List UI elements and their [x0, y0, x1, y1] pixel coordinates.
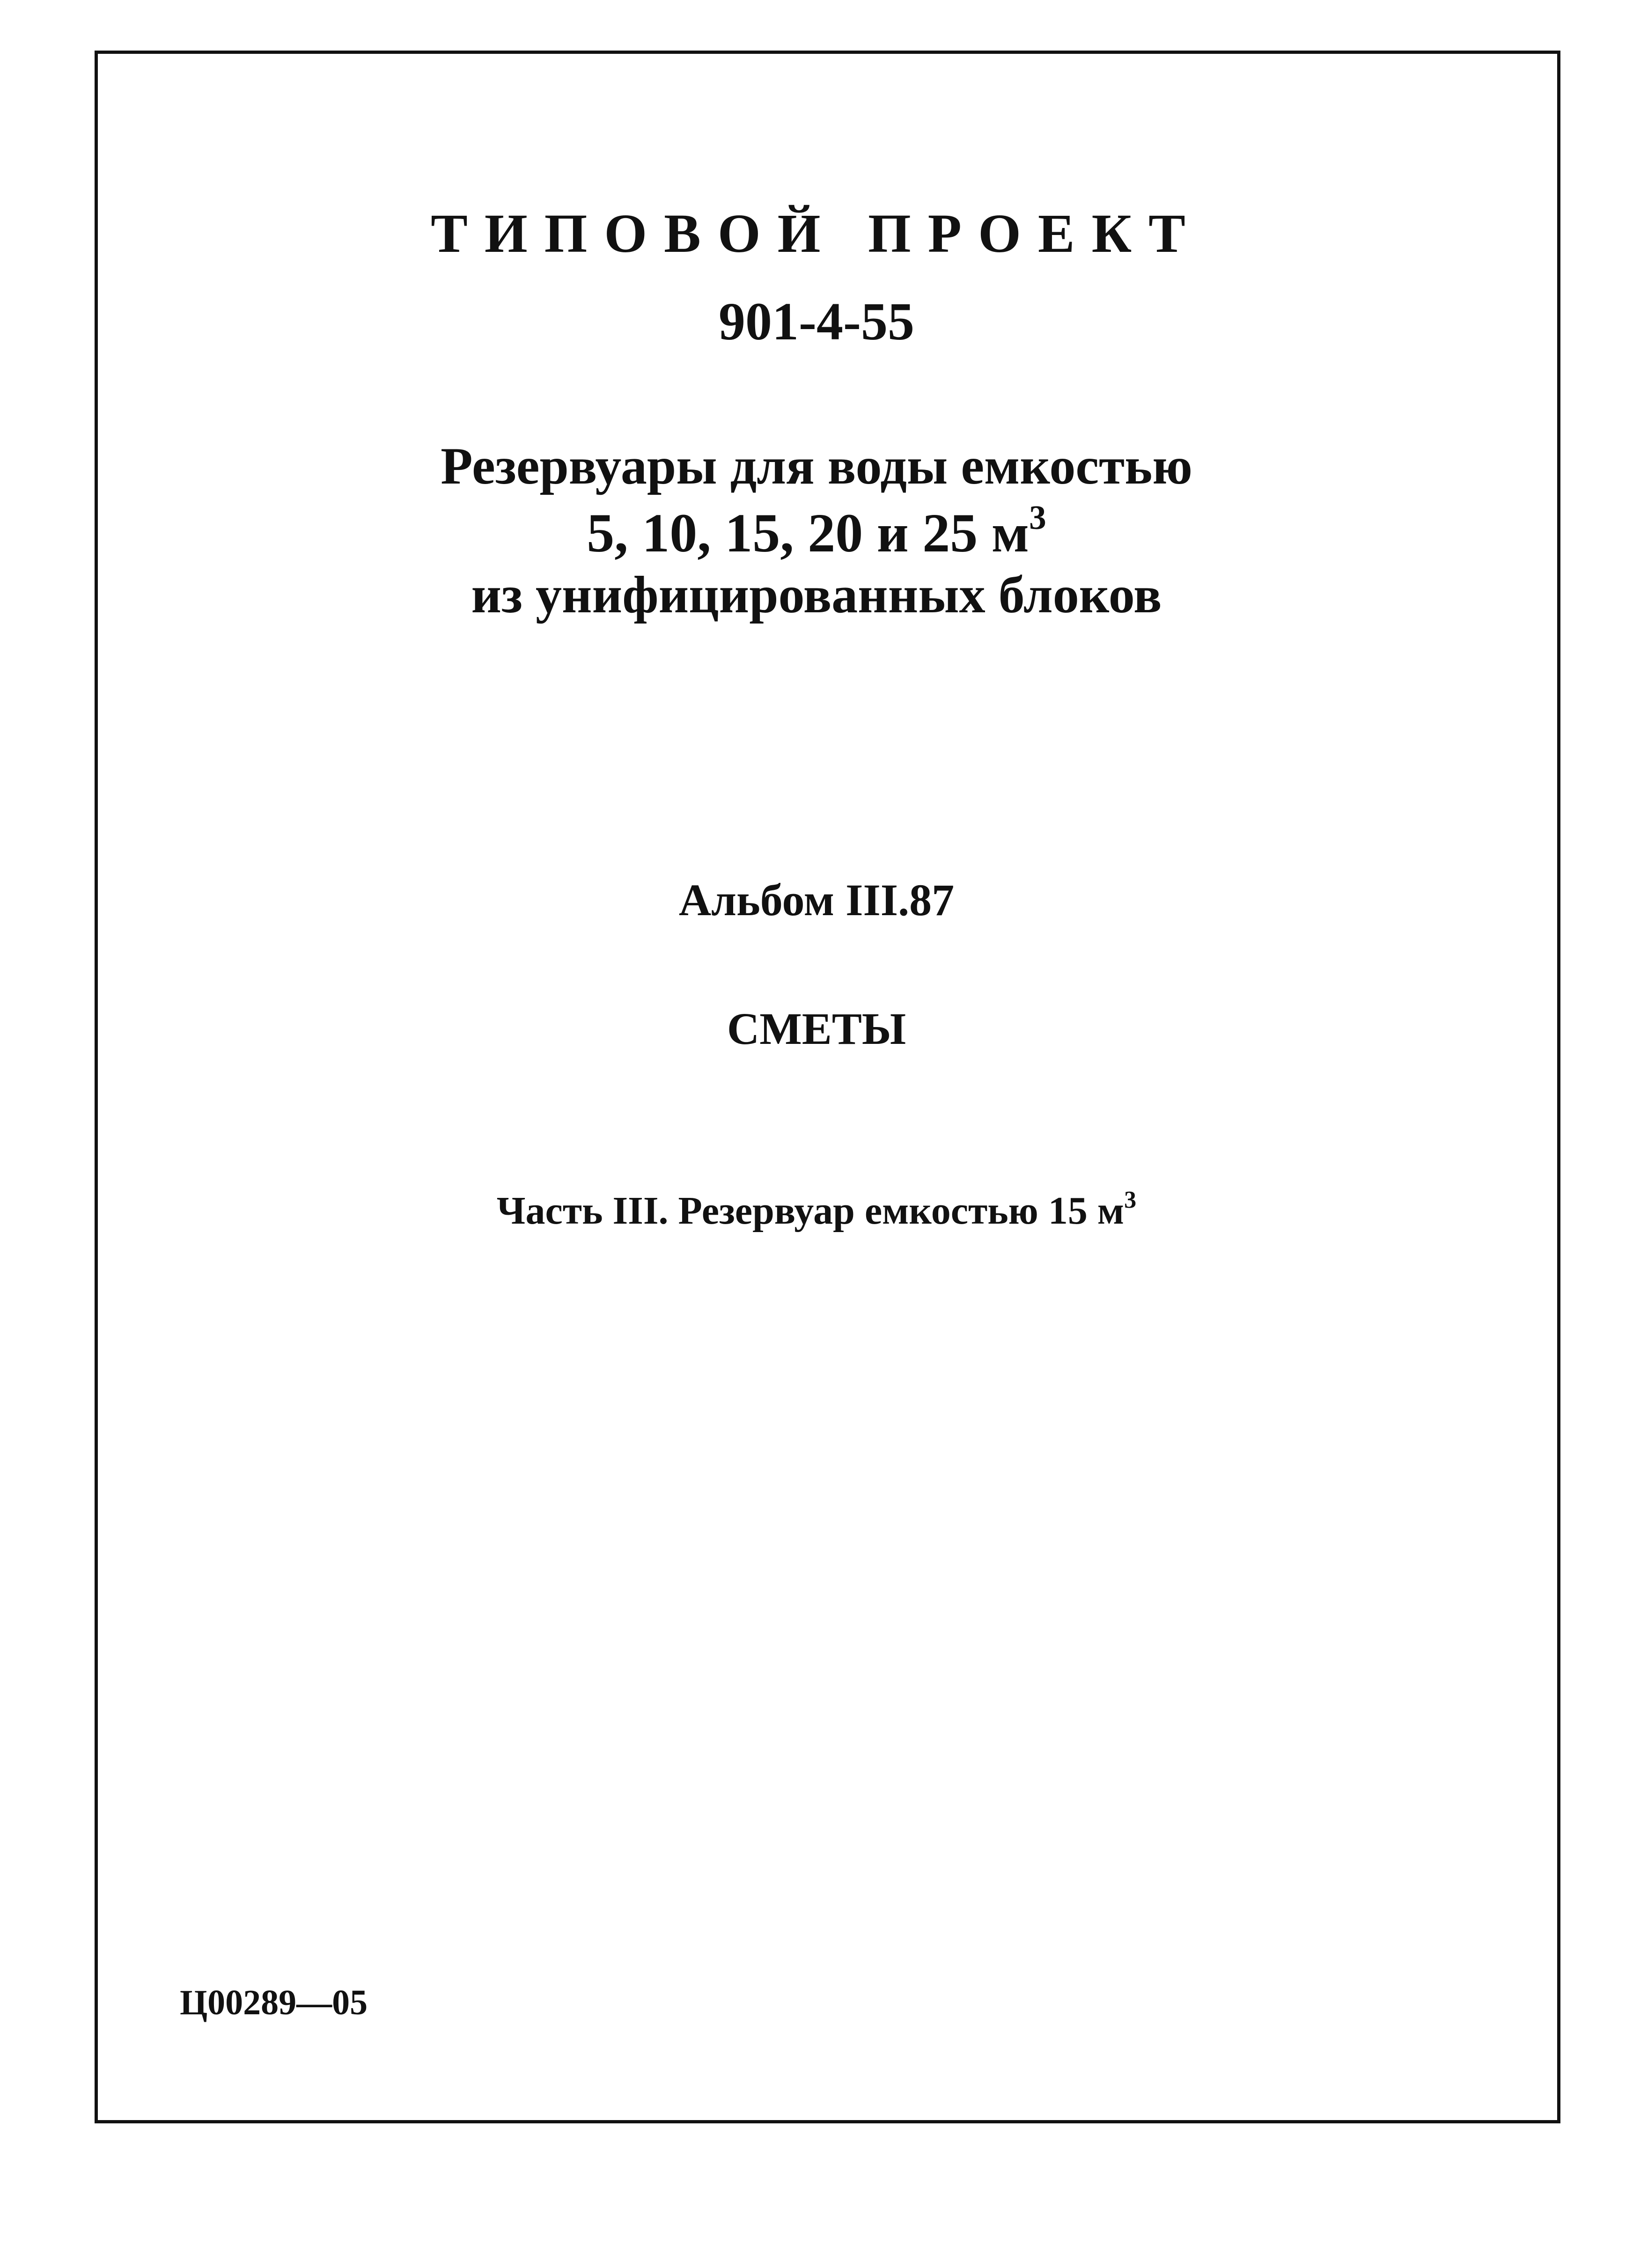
title-line-2-superscript: 3 — [1029, 499, 1046, 537]
part-label — [0, 1186, 1633, 1233]
section-title: СМЕТЫ — [727, 1004, 906, 1054]
title-line-2 — [0, 499, 1633, 564]
album-label: Альбом III.87 — [678, 875, 955, 925]
part-label-text: Часть III. Резервуар емкостью 15 м — [496, 1189, 1125, 1233]
document-code: Ц00289—05 — [180, 1983, 368, 2022]
page-border-frame — [95, 51, 1560, 2123]
document-heading: ТИПОВОЙ ПРОЕКТ — [431, 203, 1202, 264]
title-line-2-text: 5, 10, 15, 20 и 25 м — [587, 502, 1030, 564]
project-number: 901-4-55 — [719, 292, 914, 351]
part-label-superscript: 3 — [1124, 1186, 1137, 1213]
title-line-1: Резервуары для воды емкостью — [441, 437, 1192, 495]
title-line-3: из унифицированных блоков — [471, 566, 1162, 624]
